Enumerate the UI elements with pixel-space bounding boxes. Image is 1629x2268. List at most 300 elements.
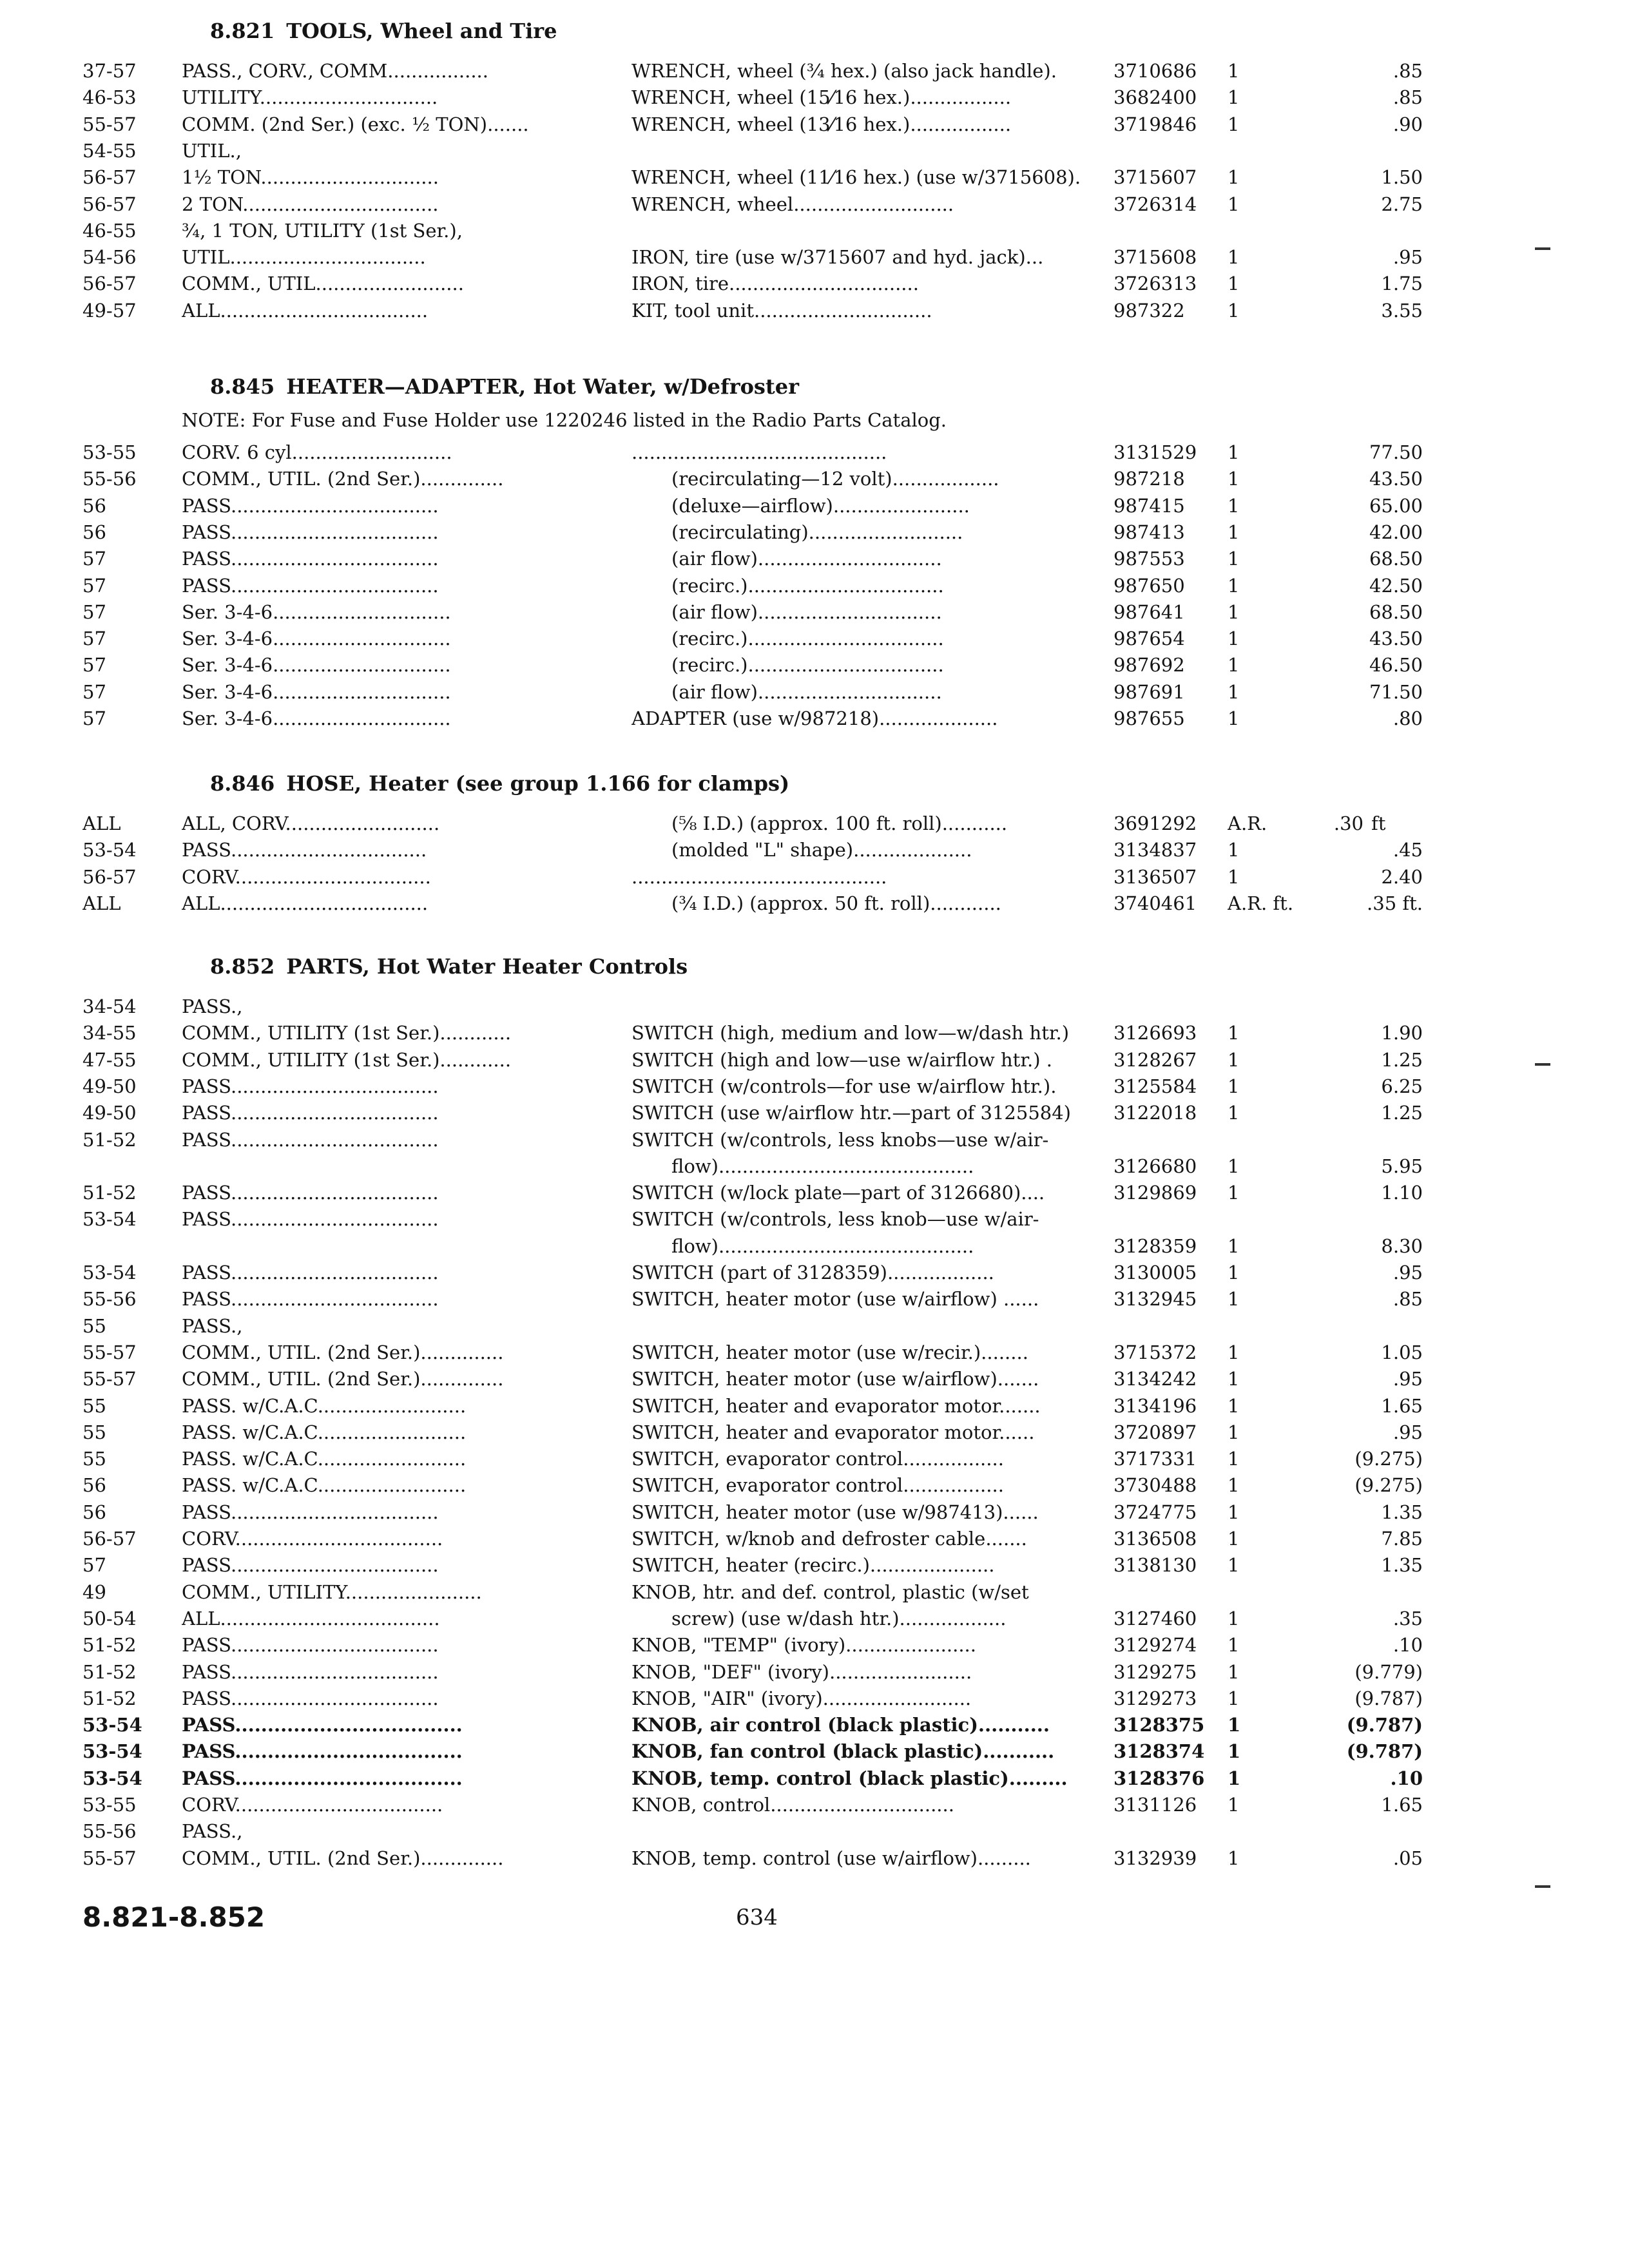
parts-row [0, 1073, 1629, 1100]
model-year: 55 [82, 1421, 106, 1443]
model-year: 56 [82, 495, 106, 517]
part-number: 3132945 [1113, 1288, 1197, 1310]
model-applicability: ¾, 1 TON, UTILITY (1st Ser.), [182, 220, 463, 242]
list-price: 5.95 [1381, 1155, 1423, 1177]
model-applicability: PASS................................... [182, 1129, 439, 1151]
list-price: 68.50 [1369, 601, 1423, 623]
list-price: .05 [1393, 1847, 1423, 1869]
parts-row [0, 626, 1629, 652]
part-description: (recirculating).......................... [671, 521, 963, 543]
model-year: 55-56 [82, 1288, 137, 1310]
list-price: .90 [1393, 113, 1423, 135]
model-applicability: COMM., UTIL. (2nd Ser.).............. [182, 1368, 504, 1390]
parts-row [0, 573, 1629, 599]
model-applicability: CORV................................... [182, 1528, 443, 1550]
model-applicability: UTIL................................. [182, 246, 426, 268]
model-year: 54-56 [82, 246, 137, 268]
section-heading [210, 954, 688, 979]
model-year: 56 [82, 521, 106, 543]
part-number: 3720897 [1113, 1421, 1197, 1443]
list-price: (9.787) [1346, 1714, 1423, 1736]
quantity: 1 [1228, 300, 1240, 322]
list-price: .30 [1333, 812, 1364, 834]
model-year: 56 [82, 1501, 106, 1523]
part-description: SWITCH, heater (recirc.)..................... [631, 1554, 995, 1576]
part-number: 3128374 [1113, 1740, 1205, 1762]
quantity: 1 [1228, 707, 1240, 729]
part-description: KNOB, temp. control (black plastic)......... [631, 1767, 1068, 1789]
section-title: HEATER—ADAPTER, Hot Water, w/Defroster [286, 374, 799, 399]
section-title: HOSE, Heater (see group 1.166 for clamps) [286, 771, 790, 796]
part-description: ADAPTER (use w/987218).................... [631, 707, 998, 729]
parts-row [0, 439, 1629, 466]
parts-row [0, 679, 1629, 706]
part-number: 987641 [1113, 601, 1185, 623]
part-number: 3134196 [1113, 1395, 1197, 1417]
model-applicability: Ser. 3-4-6.............................. [182, 601, 451, 623]
parts-row [0, 84, 1629, 111]
model-applicability: PASS................................... [182, 1634, 439, 1656]
list-price: 8.30 [1381, 1235, 1423, 1257]
part-description: SWITCH (w/controls, less knobs—use w/air- [631, 1129, 1049, 1151]
parts-row [0, 599, 1629, 626]
parts-row [0, 1686, 1629, 1712]
parts-row [0, 890, 1629, 917]
parts-row [0, 138, 1629, 164]
part-number: 987218 [1113, 468, 1185, 490]
part-description: SWITCH, heater and evaporator motor...... [631, 1421, 1035, 1443]
quantity: 1 [1228, 1182, 1240, 1204]
part-description: SWITCH (use w/airflow htr.—part of 3125584) [631, 1102, 1071, 1124]
model-applicability: PASS................................... [182, 1740, 463, 1762]
model-applicability: PASS................................... [182, 1288, 439, 1310]
model-applicability: PASS................................... [182, 548, 439, 570]
model-applicability: PASS., CORV., COMM................. [182, 60, 488, 82]
quantity: 1 [1228, 1528, 1240, 1550]
quantity: 1 [1228, 166, 1240, 188]
parts-row [0, 1606, 1629, 1632]
quantity: 1 [1228, 1794, 1240, 1816]
parts-row [0, 1100, 1629, 1126]
parts-row [0, 811, 1629, 837]
part-description: IRON, tire (use w/3715607 and hyd. jack)... [631, 246, 1044, 268]
margin-mark [1535, 1885, 1550, 1888]
parts-row [0, 298, 1629, 324]
section-title: TOOLS, Wheel and Tire [286, 19, 557, 43]
parts-row [0, 652, 1629, 678]
parts-row [0, 244, 1629, 271]
list-price: .95 [1393, 246, 1423, 268]
model-applicability: PASS................................... [182, 1208, 439, 1230]
quantity: 1 [1228, 601, 1240, 623]
quantity: 1 [1228, 1687, 1240, 1709]
section-heading [210, 18, 557, 44]
part-description: (air flow)............................... [671, 601, 942, 623]
parts-row [0, 218, 1629, 244]
list-price: 77.50 [1369, 441, 1423, 463]
part-number: 987650 [1113, 575, 1185, 597]
model-applicability: Ser. 3-4-6.............................. [182, 707, 451, 729]
list-price: 1.35 [1381, 1554, 1423, 1576]
part-description: (recirc.)................................. [671, 654, 944, 676]
parts-row [0, 837, 1629, 863]
model-year: 50-54 [82, 1608, 137, 1629]
model-applicability: PASS................................... [182, 575, 439, 597]
model-year: 55-57 [82, 1368, 137, 1390]
part-description: KIT, tool unit.............................. [631, 300, 932, 322]
part-description: (air flow)............................... [671, 548, 942, 570]
model-applicability: COMM., UTILITY (1st Ser.)............ [182, 1022, 512, 1044]
list-price: (9.779) [1354, 1661, 1423, 1683]
model-applicability: COMM., UTIL. (2nd Ser.).............. [182, 468, 504, 490]
quantity: 1 [1228, 654, 1240, 676]
model-applicability: Ser. 3-4-6.............................. [182, 654, 451, 676]
model-year: 57 [82, 628, 106, 649]
model-year: 47-55 [82, 1049, 137, 1071]
model-year: 51-52 [82, 1634, 137, 1656]
part-description: (recirc.)................................. [671, 628, 944, 649]
part-number: 3691292 [1113, 812, 1197, 834]
model-applicability: UTIL., [182, 140, 242, 162]
quantity: 1 [1228, 1740, 1241, 1762]
part-description: (air flow)............................... [671, 681, 942, 703]
part-number: 987655 [1113, 707, 1185, 729]
model-year: 49-57 [82, 300, 137, 322]
quantity: 1 [1228, 1501, 1240, 1523]
model-year: 57 [82, 548, 106, 570]
list-price: .35 ft. [1367, 892, 1423, 914]
quantity: A.R. ft. [1228, 892, 1294, 914]
part-description: (recirc.)................................. [671, 575, 944, 597]
part-number: 3710686 [1113, 60, 1197, 82]
model-year: 51-52 [82, 1687, 137, 1709]
model-year: 56-57 [82, 1528, 137, 1550]
list-price: 1.65 [1381, 1395, 1423, 1417]
list-price: 1.05 [1381, 1341, 1423, 1363]
parts-row [0, 493, 1629, 519]
footer-page-number: 634 [736, 1905, 778, 1930]
part-description: WRENCH, wheel (¾ hex.) (also jack handle). [631, 60, 1057, 82]
part-number: 3131126 [1113, 1794, 1197, 1816]
parts-row [0, 1233, 1629, 1260]
part-number: 987654 [1113, 628, 1185, 649]
part-description: SWITCH, evaporator control................. [631, 1474, 1004, 1496]
model-applicability: COMM., UTILITY (1st Ser.)............ [182, 1049, 512, 1071]
list-price: .80 [1393, 707, 1423, 729]
part-number: 3129275 [1113, 1661, 1197, 1683]
quantity: 1 [1228, 246, 1240, 268]
model-applicability: COMM., UTILITY....................... [182, 1581, 482, 1603]
part-number: 3128376 [1113, 1767, 1205, 1789]
quantity: 1 [1228, 1847, 1240, 1869]
list-price: .45 [1393, 839, 1423, 861]
parts-row [0, 994, 1629, 1020]
list-price: .10 [1390, 1767, 1423, 1789]
quantity: 1 [1228, 1714, 1241, 1736]
part-description: screw) (use w/dash htr.).................. [671, 1608, 1007, 1629]
model-year: 53-54 [82, 1740, 142, 1762]
list-price: 1.90 [1381, 1022, 1423, 1044]
parts-row [0, 1526, 1629, 1552]
list-price: 65.00 [1369, 495, 1423, 517]
model-year: 55-56 [82, 1820, 137, 1842]
price-unit: ft [1371, 812, 1386, 834]
parts-row [0, 111, 1629, 138]
model-year: 55 [82, 1395, 106, 1417]
part-description: (⅝ I.D.) (approx. 100 ft. roll)........... [671, 812, 1008, 834]
list-price: (9.275) [1354, 1474, 1423, 1496]
list-price: 1.10 [1381, 1182, 1423, 1204]
model-year: 54-55 [82, 140, 137, 162]
part-number: 3726313 [1113, 273, 1197, 294]
quantity: 1 [1228, 1235, 1240, 1257]
model-applicability: ALL, CORV.......................... [182, 812, 440, 834]
list-price: 1.50 [1381, 166, 1423, 188]
model-applicability: PASS................................... [182, 1714, 463, 1736]
quantity: 1 [1228, 1634, 1240, 1656]
part-description: SWITCH, w/knob and defroster cable....... [631, 1528, 1027, 1550]
model-year: 53-54 [82, 1714, 142, 1736]
parts-row [0, 1206, 1629, 1233]
model-applicability: ALL..................................... [182, 1608, 440, 1629]
parts-row [0, 1047, 1629, 1073]
part-description: flow)........................................... [671, 1155, 974, 1177]
model-applicability: PASS. w/C.A.C......................... [182, 1448, 467, 1470]
model-year: 56 [82, 1474, 106, 1496]
part-description: (recirculating—12 volt).................. [671, 468, 999, 490]
model-year: 55-56 [82, 468, 137, 490]
parts-row [0, 1499, 1629, 1526]
quantity: 1 [1228, 468, 1240, 490]
model-year: 57 [82, 1554, 106, 1576]
section-note: NOTE: For Fuse and Fuse Holder use 1220246 listed in the Radio Parts Catalog. [182, 409, 947, 431]
parts-row [0, 1340, 1629, 1366]
part-description: IRON, tire................................ [631, 273, 919, 294]
part-number: 3136508 [1113, 1528, 1197, 1550]
model-applicability: Ser. 3-4-6.............................. [182, 628, 451, 649]
part-number: 3138130 [1113, 1554, 1197, 1576]
quantity: 1 [1228, 1661, 1240, 1683]
part-description: SWITCH (w/lock plate—part of 3126680).... [631, 1182, 1045, 1204]
model-year: 51-52 [82, 1182, 137, 1204]
part-description: (molded "L" shape).................... [671, 839, 972, 861]
section-heading [210, 771, 789, 796]
part-number: 3129273 [1113, 1687, 1197, 1709]
parts-row [0, 1472, 1629, 1499]
model-applicability: COMM., UTIL......................... [182, 273, 464, 294]
model-year: 34-55 [82, 1022, 137, 1044]
parts-row [0, 1180, 1629, 1206]
model-applicability: PASS................................... [182, 1554, 439, 1576]
part-description: KNOB, temp. control (use w/airflow)......... [631, 1847, 1031, 1869]
quantity: 1 [1228, 681, 1240, 703]
model-applicability: PASS................................... [182, 1661, 439, 1683]
part-number: 3131529 [1113, 441, 1197, 463]
part-number: 3715607 [1113, 166, 1197, 188]
quantity: 1 [1228, 193, 1240, 215]
part-description: SWITCH, heater motor (use w/987413)...... [631, 1501, 1039, 1523]
list-price: 2.75 [1381, 193, 1423, 215]
quantity: 1 [1228, 60, 1240, 82]
parts-row [0, 271, 1629, 297]
model-applicability: PASS................................. [182, 839, 427, 861]
part-description: SWITCH (high, medium and low—w/dash htr.) [631, 1022, 1070, 1044]
model-applicability: UTILITY.............................. [182, 86, 438, 108]
model-year: 49-50 [82, 1075, 137, 1097]
model-applicability: PASS., [182, 1820, 243, 1842]
model-year: 37-57 [82, 60, 137, 82]
part-number: 3724775 [1113, 1501, 1197, 1523]
part-number: 3740461 [1113, 892, 1197, 914]
model-year: 53-55 [82, 441, 137, 463]
part-number: 3715372 [1113, 1341, 1197, 1363]
list-price: .95 [1393, 1262, 1423, 1283]
model-applicability: CORV................................. [182, 866, 431, 888]
model-applicability: COMM., UTIL. (2nd Ser.).............. [182, 1341, 504, 1363]
part-description: KNOB, "AIR" (ivory)......................... [631, 1687, 972, 1709]
model-applicability: PASS................................... [182, 1501, 439, 1523]
list-price: 1.75 [1381, 273, 1423, 294]
model-applicability: PASS. w/C.A.C......................... [182, 1474, 467, 1496]
list-price: .85 [1393, 1288, 1423, 1310]
part-description: SWITCH, evaporator control................. [631, 1448, 1004, 1470]
part-number: 3730488 [1113, 1474, 1197, 1496]
parts-row [0, 1845, 1629, 1872]
quantity: 1 [1228, 521, 1240, 543]
model-year: 56-57 [82, 273, 137, 294]
quantity: 1 [1228, 441, 1240, 463]
parts-row [0, 546, 1629, 572]
model-applicability: PASS................................... [182, 1102, 439, 1124]
model-applicability: PASS. w/C.A.C......................... [182, 1421, 467, 1443]
parts-row [0, 466, 1629, 492]
list-price: .85 [1393, 60, 1423, 82]
part-description: WRENCH, wheel (11⁄16 hex.) (use w/3715608). [631, 166, 1081, 188]
list-price: 1.35 [1381, 1501, 1423, 1523]
list-price: 43.50 [1369, 468, 1423, 490]
quantity: 1 [1228, 1075, 1240, 1097]
model-applicability: PASS................................... [182, 521, 439, 543]
part-description: SWITCH (w/controls, less knob—use w/air- [631, 1208, 1039, 1230]
list-price: 1.25 [1381, 1102, 1423, 1124]
model-applicability: PASS. w/C.A.C......................... [182, 1395, 467, 1417]
quantity: 1 [1228, 495, 1240, 517]
parts-row [0, 1127, 1629, 1153]
parts-row [0, 1712, 1629, 1738]
quantity: 1 [1228, 839, 1240, 861]
list-price: 6.25 [1381, 1075, 1423, 1097]
section-heading [210, 374, 799, 399]
model-applicability: PASS................................... [182, 1767, 463, 1789]
list-price: 42.00 [1369, 521, 1423, 543]
part-number: 3130005 [1113, 1262, 1197, 1283]
parts-row [0, 1260, 1629, 1286]
part-number: 987415 [1113, 495, 1185, 517]
model-applicability: COMM., UTIL. (2nd Ser.).............. [182, 1847, 504, 1869]
part-description: flow)........................................... [671, 1235, 974, 1257]
quantity: 1 [1228, 1767, 1241, 1789]
model-applicability: PASS., [182, 995, 243, 1017]
part-number: 3126680 [1113, 1155, 1197, 1177]
list-price: 71.50 [1369, 681, 1423, 703]
quantity: 1 [1228, 1395, 1240, 1417]
model-year: 56-57 [82, 193, 137, 215]
part-description: KNOB, "DEF" (ivory)........................ [631, 1661, 972, 1683]
model-applicability: ALL................................... [182, 300, 429, 322]
quantity: 1 [1228, 1368, 1240, 1390]
part-number: 987692 [1113, 654, 1185, 676]
footer-section-range: 8.821-8.852 [82, 1901, 265, 1933]
model-applicability: Ser. 3-4-6.............................. [182, 681, 451, 703]
part-description: WRENCH, wheel (15⁄16 hex.)................. [631, 86, 1012, 108]
quantity: 1 [1228, 628, 1240, 649]
model-year: 55-57 [82, 1341, 137, 1363]
quantity: 1 [1228, 575, 1240, 597]
part-number: 3136507 [1113, 866, 1197, 888]
model-year: 55-57 [82, 1847, 137, 1869]
model-year: 57 [82, 654, 106, 676]
list-price: 2.40 [1381, 866, 1423, 888]
parts-row [0, 706, 1629, 732]
parts-row [0, 1765, 1629, 1792]
model-year: 57 [82, 681, 106, 703]
part-number: 3129274 [1113, 1634, 1197, 1656]
part-description: SWITCH, heater motor (use w/airflow) ...... [631, 1288, 1039, 1310]
part-description: SWITCH, heater motor (use w/recir.)........ [631, 1341, 1028, 1363]
part-number: 987322 [1113, 300, 1185, 322]
quantity: A.R. [1228, 812, 1268, 834]
quantity: 1 [1228, 113, 1240, 135]
part-number: 3717331 [1113, 1448, 1197, 1470]
part-number: 3726314 [1113, 193, 1197, 215]
list-price: .95 [1393, 1368, 1423, 1390]
part-description: KNOB, fan control (black plastic)........... [631, 1740, 1055, 1762]
part-number: 3128375 [1113, 1714, 1205, 1736]
parts-row [0, 1286, 1629, 1312]
part-description: WRENCH, wheel (13⁄16 hex.)................. [631, 113, 1012, 135]
parts-row [0, 1419, 1629, 1446]
list-price: 1.65 [1381, 1794, 1423, 1816]
quantity: 1 [1228, 1608, 1240, 1629]
quantity: 1 [1228, 1155, 1240, 1177]
model-year: 57 [82, 601, 106, 623]
parts-row [0, 1153, 1629, 1180]
model-applicability: CORV. 6 cyl........................... [182, 441, 452, 463]
list-price: 46.50 [1369, 654, 1423, 676]
list-price: .35 [1393, 1608, 1423, 1629]
part-number: 987413 [1113, 521, 1185, 543]
parts-row [0, 1792, 1629, 1818]
model-year: 46-55 [82, 220, 137, 242]
model-applicability: PASS................................... [182, 1182, 439, 1204]
list-price: (9.787) [1354, 1687, 1423, 1709]
model-year: 56-57 [82, 166, 137, 188]
model-year: 57 [82, 575, 106, 597]
model-applicability: 1½ TON.............................. [182, 166, 439, 188]
part-number: 987553 [1113, 548, 1185, 570]
parts-row [0, 1738, 1629, 1765]
model-year: 49-50 [82, 1102, 137, 1124]
part-number: 3134242 [1113, 1368, 1197, 1390]
quantity: 1 [1228, 273, 1240, 294]
parts-row [0, 1659, 1629, 1686]
model-year: ALL [82, 812, 121, 834]
parts-row [0, 191, 1629, 218]
quantity: 1 [1228, 86, 1240, 108]
parts-row [0, 1818, 1629, 1845]
model-year: ALL [82, 892, 121, 914]
section-number: 8.845 [210, 374, 275, 399]
